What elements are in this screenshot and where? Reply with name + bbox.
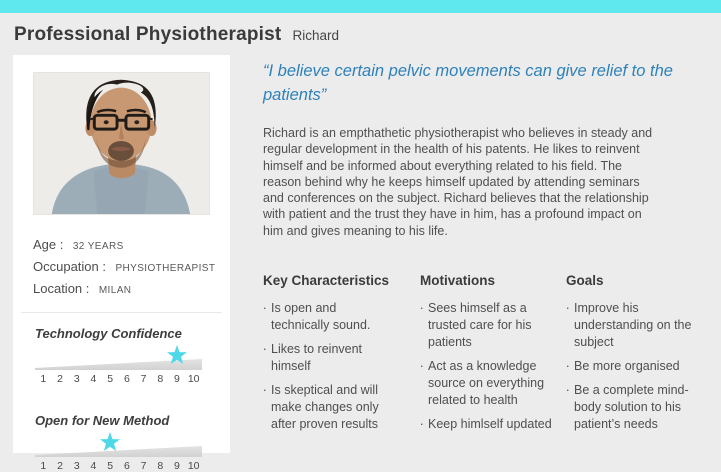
attribute-columns (263, 273, 713, 440)
motivations-list (420, 300, 555, 433)
tick-label: 1 (40, 460, 47, 472)
profile-photo (33, 72, 210, 215)
column-key-characteristics (263, 273, 398, 440)
details-divider (21, 312, 222, 313)
profile-details (33, 235, 230, 301)
persona-description: Richard is an empthathetic physiotherapist who believes in steady and regular development in the health of his patents. He likes to reinvent himself and be informed about everything related to his field. The reason behind why he keeps himself updated by attending seminars and conferences on the subject. Richard believes that the relationship with patient and the trust they have in him, has a profound impact on him and gives meaning to his life. (263, 126, 653, 238)
scale-title: Technology Confidence (35, 326, 182, 341)
header (0, 13, 721, 55)
main-content (263, 60, 713, 440)
column-heading: Key Characteristics (263, 272, 390, 288)
rating-star-icon (166, 344, 188, 365)
top-accent-bar (0, 0, 721, 13)
occupation-value: PHYSIOTHERAPIST (115, 263, 216, 274)
profile-card (13, 55, 230, 472)
tick-label: 2 (57, 373, 63, 385)
age-value: 32 YEARS (72, 241, 124, 252)
scale-open-for-new-method (35, 413, 202, 472)
tick-label: 7 (140, 460, 147, 472)
column-goals (566, 273, 713, 440)
rating-star-icon (99, 431, 121, 452)
tick-label: 9 (174, 373, 180, 385)
tick-label: 10 (187, 460, 200, 472)
tick-label: 3 (73, 460, 80, 472)
quote-text: “I believe certain pelvic movements can give relief to the patients” (263, 62, 673, 104)
tick-label: 5 (107, 460, 114, 472)
list-item: . Improve his understanding on the subject (566, 300, 713, 351)
list-item: . Likes to reinvent himself (263, 341, 398, 375)
tick-label: 6 (123, 460, 130, 472)
column-heading: Goals (566, 272, 604, 288)
page-title: Professional Physiotherapist (14, 24, 282, 45)
scale-ramp-track (35, 344, 202, 371)
tick-label: 6 (123, 373, 130, 385)
list-item: . Is skeptical and will make changes only after proven results (263, 382, 398, 433)
occupation-label: Occupation : (33, 259, 106, 274)
persona-name: Richard (292, 28, 339, 43)
scale-ticks (35, 460, 202, 472)
key-characteristics-list (263, 300, 398, 433)
scale-ramp-track (35, 431, 202, 458)
list-item: . Is open and technically sound. (263, 300, 398, 334)
scale-title: Open for New Method (35, 413, 170, 428)
detail-row-occupation (33, 257, 230, 279)
location-value: MILAN (98, 285, 132, 296)
tick-label: 5 (107, 373, 114, 385)
list-item: . Keep himlself updated (420, 416, 555, 433)
tick-label: 10 (187, 373, 200, 385)
tick-label: 8 (157, 373, 164, 385)
tick-label: 2 (57, 460, 63, 472)
tick-label: 1 (40, 373, 47, 385)
tick-label: 9 (174, 460, 180, 472)
scale-technology-confidence (35, 326, 202, 385)
list-item: . Be a complete mind-body solution to his patient’s needs (566, 382, 713, 433)
tick-label: 7 (140, 373, 147, 385)
column-motivations (420, 273, 555, 440)
list-item: . Sees himself as a trusted care for his patients (420, 300, 555, 351)
tick-label: 4 (90, 373, 97, 385)
detail-row-location (33, 279, 230, 301)
location-label: Location : (33, 281, 90, 296)
goals-list (566, 300, 713, 433)
tick-label: 4 (90, 460, 97, 472)
list-item: . Be more organised (566, 358, 713, 375)
age-label: Age : (33, 237, 64, 252)
tick-label: 8 (157, 460, 164, 472)
detail-row-age (33, 235, 230, 257)
column-heading: Motivations (420, 272, 496, 288)
list-item: . Act as a knowledge source on everything related to health (420, 358, 555, 409)
scale-ticks (35, 373, 202, 385)
portrait-illustration (34, 73, 209, 214)
tick-label: 3 (73, 373, 80, 385)
